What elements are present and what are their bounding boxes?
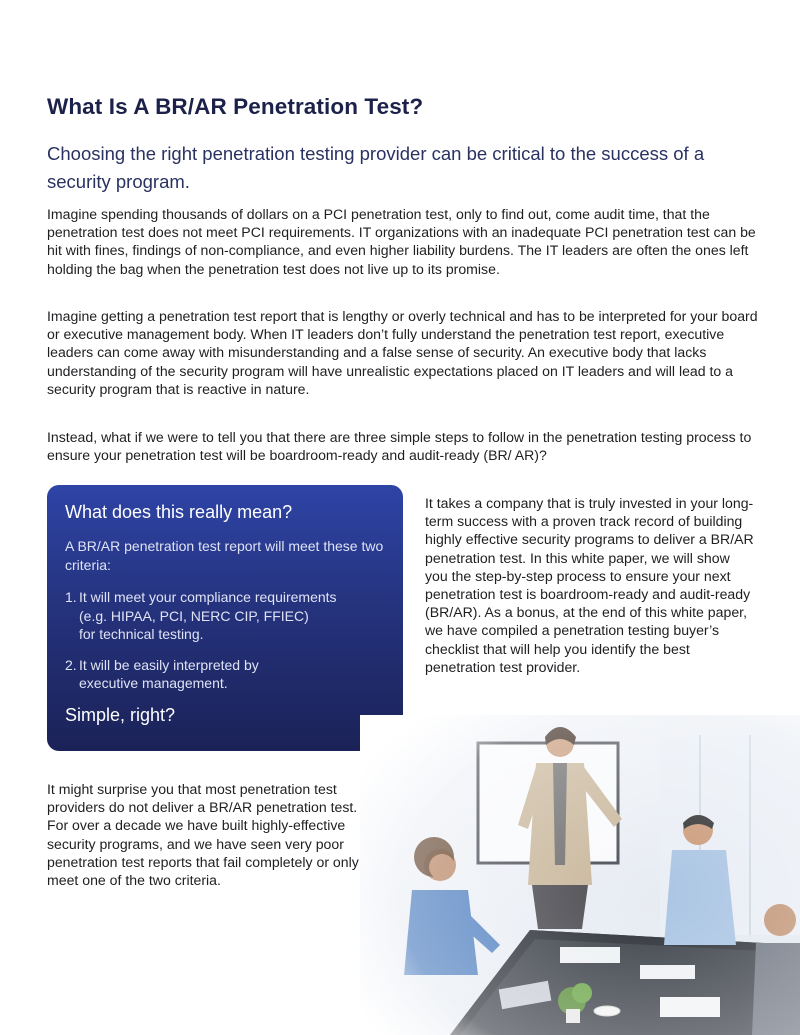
meeting-illustration bbox=[360, 715, 800, 1035]
callout-intro: A BR/AR penetration test report will meet these two criteria: bbox=[65, 538, 384, 573]
intro-paragraph-2: Imagine getting a penetration test report that is lengthy or overly technical and has to be interpreted for your board or executive management body. When IT leaders don’t fully understand the penetration test report, executive leaders can come away with misunderstanding and a false sense of security. An executive body that lacks understanding of the security program will have unrealistic expectations placed on IT leaders and will lead to a security program that is reactive in nature. bbox=[47, 308, 758, 397]
criteria-item bbox=[65, 656, 385, 693]
intro-paragraph-3: Instead, what if we were to tell you that there are three simple steps to follow in the penetration testing process to ensure your penetration test will be boardroom-ready and audit-ready (BR/ AR)? bbox=[47, 429, 752, 464]
page-subtitle: Choosing the right penetration testing provider can be critical to the success of a security program. bbox=[47, 143, 705, 192]
criteria-text: It will meet your compliance requirements (e.g. HIPAA, PCI, NERC CIP, FFIEC) for technical testing. bbox=[79, 589, 337, 642]
page-title: What Is A BR/AR Penetration Test? bbox=[47, 94, 424, 119]
criteria-text: It will be easily interpreted by executive management. bbox=[79, 656, 259, 691]
callout-title: What does this really mean? bbox=[65, 502, 293, 522]
criteria-item bbox=[65, 588, 385, 644]
meeting-photo bbox=[360, 715, 800, 1035]
intro-paragraph-1: Imagine spending thousands of dollars on a PCI penetration test, only to find out, come audit time, that the penetration test does not meet PCI requirements. IT organizations with an inadequate PCI penetration test can be hit with fines, findings of non-compliance, and even higher liability burdens. The IT leaders are often the ones left holding the bag when the penetration test does not live up to its promise. bbox=[47, 206, 756, 277]
left-column-paragraph: It might surprise you that most penetration test providers do not deliver a BR/AR penetration test. For over a decade we have built highly-effective security programs, and we have seen very poor penetration test reports that fail completely or only meet one of the two criteria. bbox=[47, 781, 359, 889]
callout-box bbox=[47, 485, 403, 751]
callout-footer: Simple, right? bbox=[65, 704, 176, 725]
right-column-paragraph: It takes a company that is truly invested in your long-term success with a proven track record of building highly effective security programs to deliver a BR/AR penetration test. In this white paper, we will show you the step-by-step process to ensure your next penetration test is boardroom-ready and audit-ready (BR/AR). As a bonus, at the end of this white paper, we have compiled a penetration testing buyer’s checklist that will help you identify the best penetration test provider. bbox=[425, 495, 754, 675]
criteria-number: 2. bbox=[65, 656, 77, 673]
criteria-list bbox=[65, 588, 385, 693]
criteria-number: 1. bbox=[65, 589, 77, 605]
